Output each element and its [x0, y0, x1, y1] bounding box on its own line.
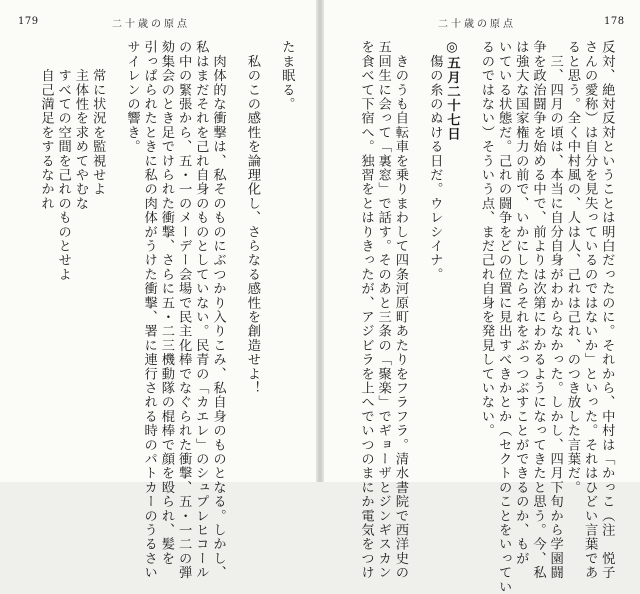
text-column: 三、四月の頃は、本当に自分自身がわからなかった。しかし、四月下旬から学園闘	[547, 40, 563, 580]
text-column: 五回生に会って「裏窓」で話す。そのあと三条の「聚楽」でギョーザとジンギスカン	[375, 40, 391, 580]
text-column: を食べて下宿へ。独習をとはりきったが、アジビラを上へでいつのまにか電気をつけ	[358, 40, 374, 580]
text-column: 常に状況を監視せよ	[90, 40, 106, 197]
text-column: ◎五月二十七日	[444, 40, 460, 142]
text-column: さんの愛称）は自分を見失っているのではないか」といった。それはひどい言葉であ	[582, 40, 598, 580]
text-column: いている状態だ。己れの闘争をどの位置に見出すべきかとか（セクトのことをいってい	[496, 40, 512, 594]
text-column: 自己満足をするなかれ	[38, 40, 54, 211]
book-gutter	[316, 0, 324, 482]
text-column: 反対、絶対反対ということは明白だったのに。それから、中村は「かっこ（注 悦子	[599, 40, 615, 580]
running-head: 二十歳の原点	[438, 19, 516, 30]
right-page	[320, 0, 640, 594]
text-column: すべての空間を己れのものとせよ	[55, 40, 71, 282]
text-column: は強大な国家権力の前で、いかにしたらそれをぶっつぶすことができるのか、もが	[513, 40, 529, 566]
left-page	[0, 0, 320, 580]
text-column: ると思う。全く中村風の、人は人、己れは己れ、のつき放した言葉だ。	[564, 40, 580, 495]
text-column: 争を政治闘争を始める中で、前よりは次第にわかるようになってきたと思う。今、私	[530, 40, 546, 580]
running-head: 二十歳の原点	[112, 19, 190, 30]
text-column: たま眠る。	[279, 40, 295, 111]
text-column: るのではない）そういう点、まだ己れ自身を発見していない。	[478, 40, 494, 438]
text-column: 私のこの感性を論理化し、さらなる感性を創造せよ！	[244, 40, 260, 395]
text-column: 主体性を求めてやむな	[72, 40, 88, 211]
text-column: 私はまだそれを己れ自身のものとしていない。民青の「カエレ」のシュプレヒコール	[193, 40, 209, 580]
text-column: きのうも自転車を乗りまわして四条河原町あたりをフラフラ。清水書院で西洋史の	[392, 40, 408, 580]
page-number: 178	[604, 16, 625, 27]
text-column: 劾集会のとき足でけられた衝撃、さらに五・二三機動隊の棍棒で顔を殴られ、髪を	[158, 40, 174, 566]
text-column: の中の緊張から、五・一のメーデー会場で民主化棒でなぐられた衝撃、五・一二の弾	[176, 40, 192, 580]
text-column: 肉体的な衝撃は、私そのものにぶつかり入りこみ、私自身のものとなる。しかし、	[210, 40, 226, 580]
text-column: 引っぱられたときに私の肉体がうけた衝撃、署に連行される時のパトカーのうるさい	[141, 40, 157, 580]
text-column: 傷の糸のぬける日だ。ウレシイナ。	[427, 40, 443, 282]
text-column: サイレンの響き。	[124, 40, 140, 154]
page-number: 179	[18, 16, 39, 27]
